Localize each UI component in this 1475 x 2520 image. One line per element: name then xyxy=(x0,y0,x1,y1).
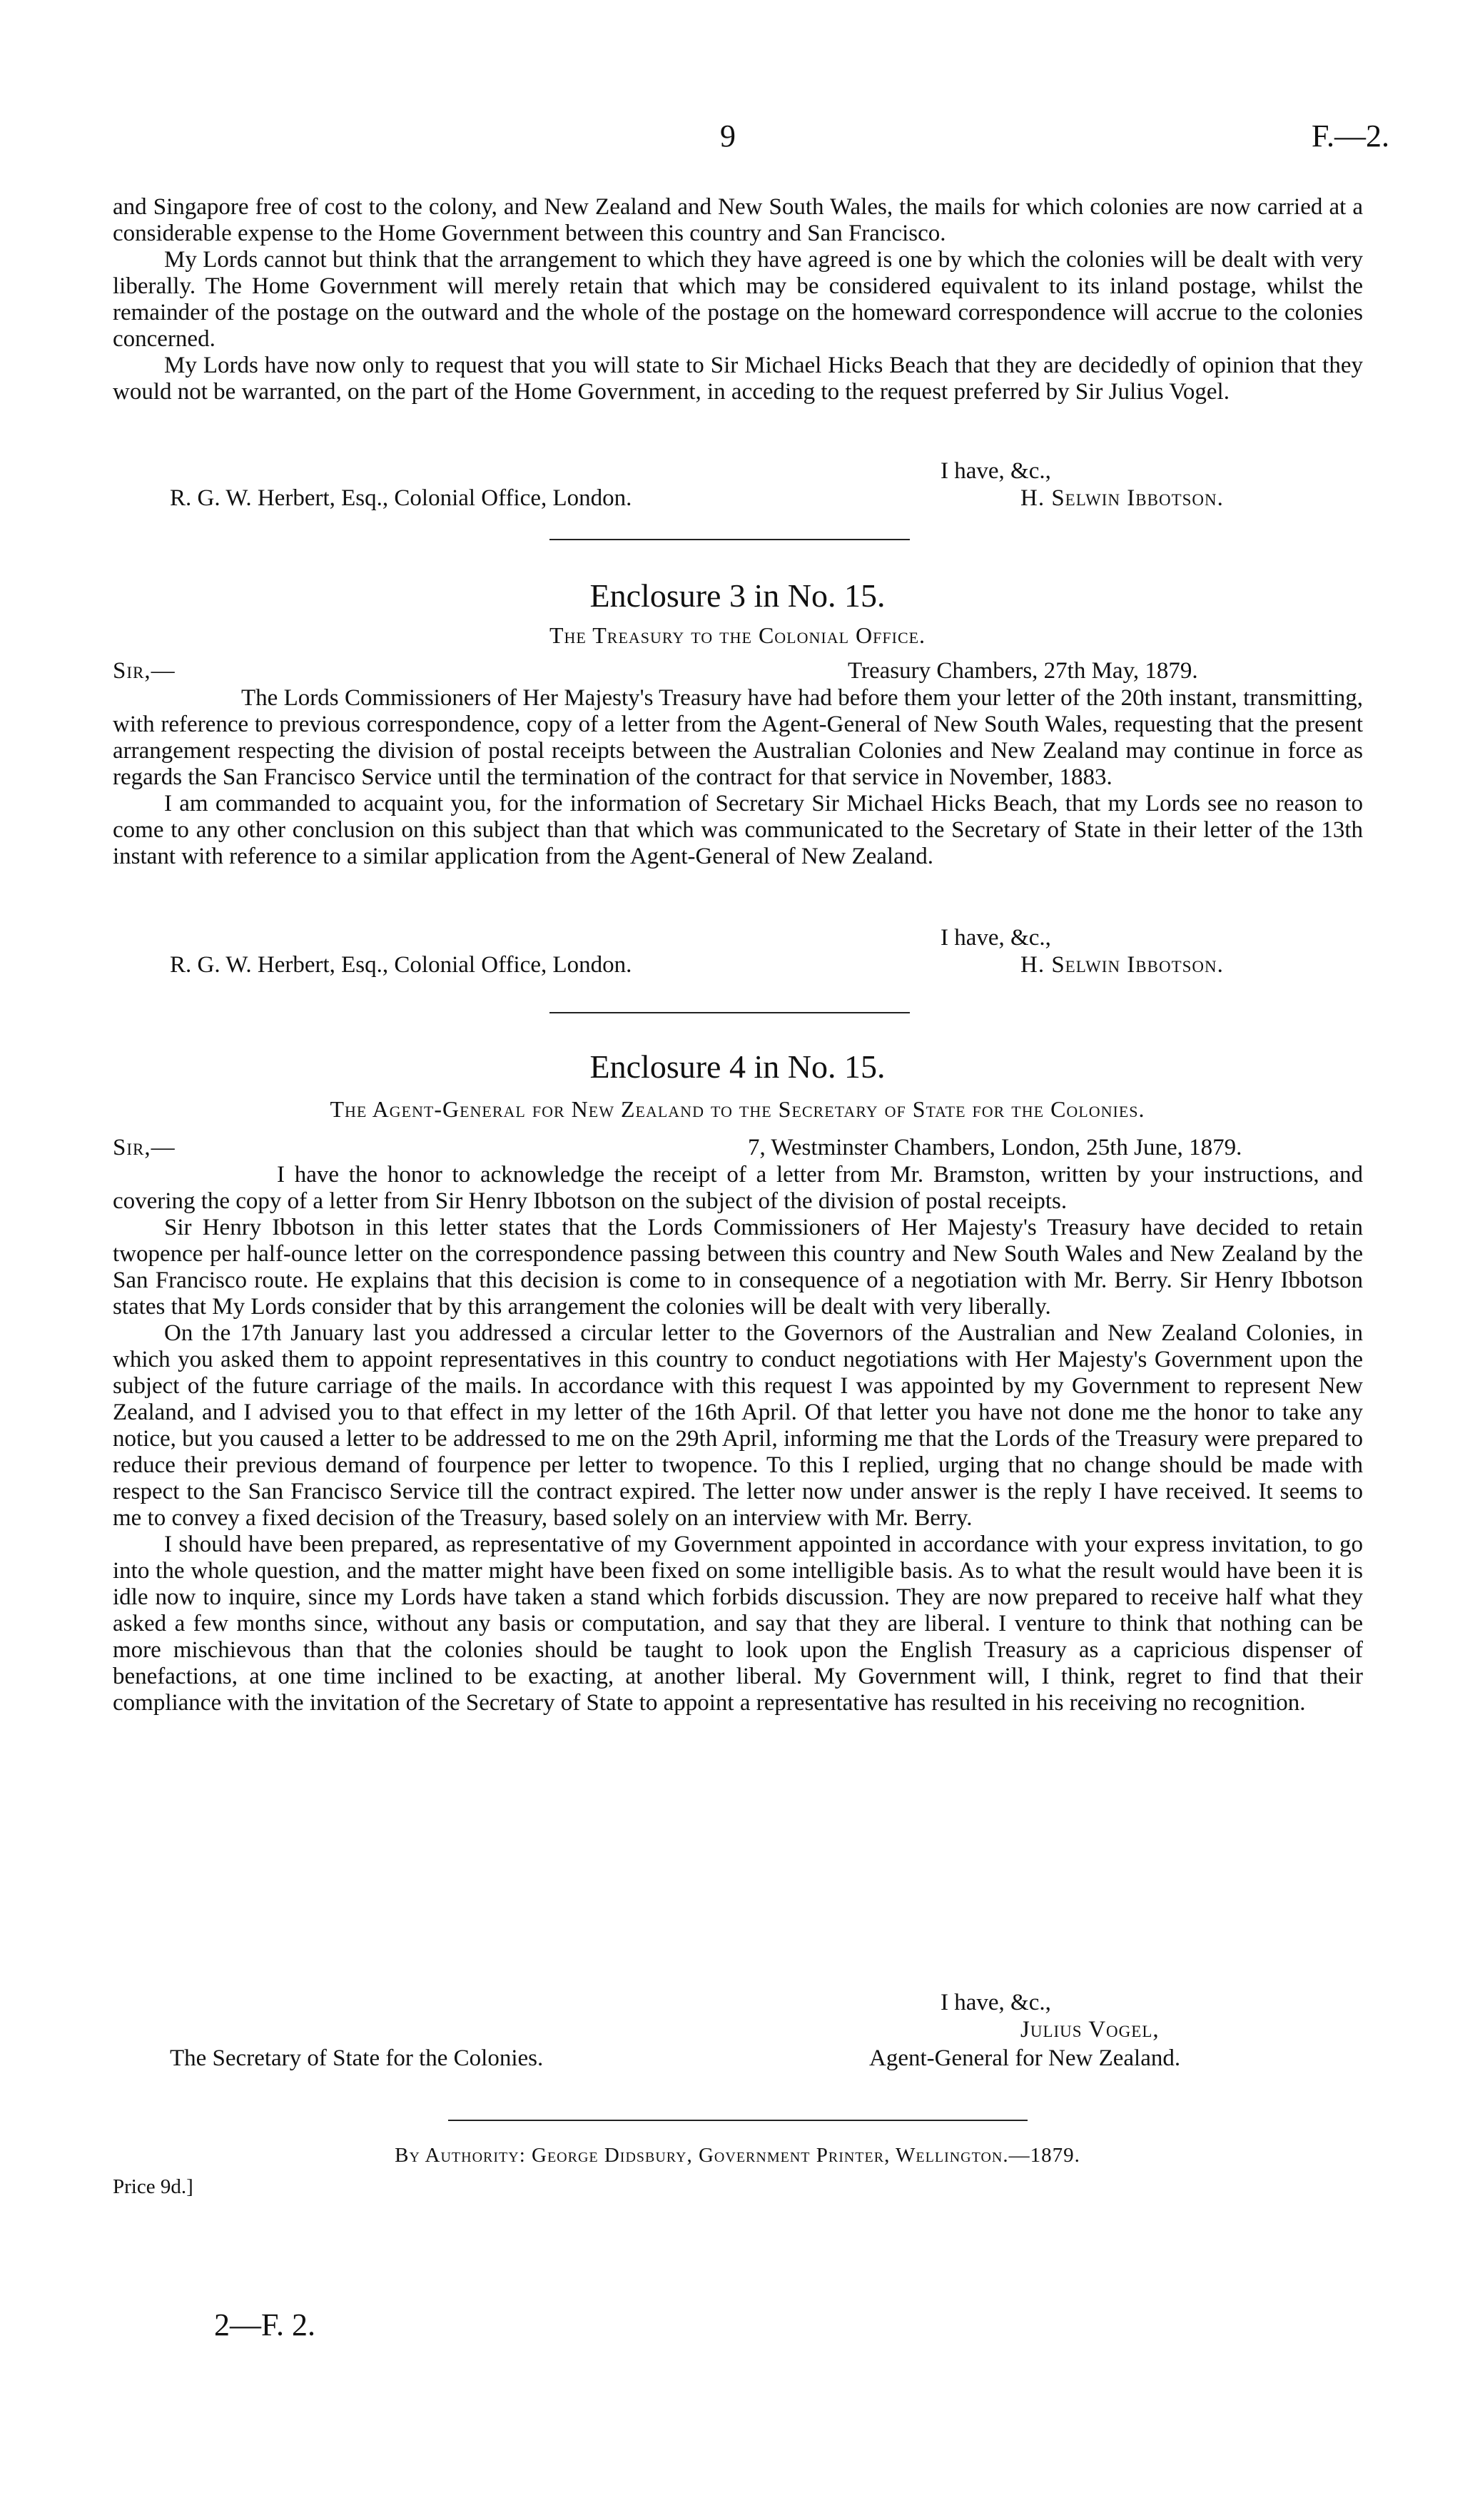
enclosure-4-title: Enclosure 4 in No. 15. xyxy=(589,1048,886,1085)
addressee-line: R. G. W. Herbert, Esq., Colonial Office, London. xyxy=(170,485,632,511)
page-number: 9 xyxy=(720,118,736,153)
signature-title: Agent-General for New Zealand. xyxy=(869,2045,1181,2071)
closing-line: I have, &c., xyxy=(941,1990,1051,2015)
salutation: Sir,— xyxy=(113,1135,176,1160)
addressee-line: The Secretary of State for the Colonies. xyxy=(170,2045,544,2071)
enclosure-3-title: Enclosure 3 in No. 15. xyxy=(589,577,886,614)
paragraph: Sir Henry Ibbotson in this letter states that the Lords Commissioners of Her Majesty's Treasury have decided to retain twopence per half-ounce letter on the correspondence passing between this country and New South Wales and New Zealand by the San Francisco route. He explains that this decision is come to in consequence of a negotiation with Mr. Berry. Sir Henry Ibbotson states that My Lords consider that by this arrangement the colonies will be dealt with very liberally. xyxy=(113,1215,1363,1320)
salutation: Sir,— xyxy=(113,658,176,684)
printer-authority: By Authority: George Didsbury, Government Printer, Wellington.—1879. xyxy=(395,2144,1080,2167)
signature-name: Julius Vogel, xyxy=(1020,2017,1160,2043)
enclosure-4-body xyxy=(113,1162,1363,1716)
dateline: 7, Westminster Chambers, London, 25th June, 1879. xyxy=(748,1135,1242,1160)
paragraph: My Lords cannot but think that the arrangement to which they have agreed is one by which the colonies will be dealt with very liberally. The Home Government will merely retain that which may be considered equivalent to its inland postage, whilst the remainder of the postage on the outward and the whole of the postage on the homeward correspondence will accrue to the colonies concerned. xyxy=(113,247,1363,352)
closing-line: I have, &c., xyxy=(941,925,1051,951)
paragraph: The Lords Commissioners of Her Majesty's Treasury have had before them your letter of the 20th instant, transmitting, with reference to previous correspondence, copy of a letter from the Agent-General of New South Wales, requesting that the present arrangement respecting the division of postal receipts between the Australian Colonies and New Zealand may continue in force as regards the San Francisco Service until the termination of the contract for that service in November, 1883. xyxy=(113,685,1363,790)
addressee-line: R. G. W. Herbert, Esq., Colonial Office, London. xyxy=(170,952,632,978)
closing-line: I have, &c., xyxy=(941,458,1051,484)
footer-divider xyxy=(448,2120,1028,2121)
dateline: Treasury Chambers, 27th May, 1879. xyxy=(848,658,1198,684)
paragraph: On the 17th January last you addressed a circular letter to the Governors of the Australian and New Zealand Colonies, in which you asked them to appoint representatives in this country to conduct negotiations with Her Majesty's Government upon the subject of the future carriage of the mails. In accordance with this request I was appointed by my Government to represent New Zealand, and I advised you to that effect in my letter of the 16th April. Of that letter you have not done me the honor to take any notice, but you caused a letter to be addressed to me on the 29th April, informing me that the Lords of the Treasury were prepared to reduce their previous demand of fourpence per letter to twopence. To this I replied, urging that no change should be made with respect to the San Francisco Service till the contract expired. The letter now under answer is the reply I have received. It seems to me to convey a fixed decision of the Treasury, based solely on an interview with Mr. Berry. xyxy=(113,1320,1363,1531)
letter-top-body xyxy=(113,194,1363,405)
enclosure-3-body xyxy=(113,685,1363,870)
signature-reference: 2—F. 2. xyxy=(214,2307,315,2342)
paragraph: I should have been prepared, as representative of my Government appointed in accordance with your express invitation, to go into the whole question, and the matter might have been fixed on some intelligible basis. As to what the result would have been it is idle now to inquire, since my Lords have taken a stand which forbids discussion. They are now prepared to receive half what they asked a few months since, without any basis or computation, and say that they are liberal. I venture to think that nothing can be more mischievous than that the colonies should be taught to look upon the English Treasury as a capricious dispenser of benefactions, at one time inclined to be exacting, at another liberal. My Government will, I think, regret to find that their compliance with the invitation of the Secretary of State to appoint a representative has resulted in his receiving no recognition. xyxy=(113,1532,1363,1716)
signature: H. Selwin Ibbotson. xyxy=(1020,485,1224,511)
paragraph: and Singapore free of cost to the colony, and New Zealand and New South Wales, the mails for which colonies are now carried at a considerable expense to the Home Government between this country and San Francisco. xyxy=(113,194,1363,246)
paragraph: I have the honor to acknowledge the receipt of a letter from Mr. Bramston, written by your instructions, and covering the copy of a letter from Sir Henry Ibbotson on the subject of the division of postal receipts. xyxy=(113,1162,1363,1214)
document-reference: F.—2. xyxy=(1312,118,1389,153)
section-divider xyxy=(549,539,910,540)
signature: H. Selwin Ibbotson. xyxy=(1020,952,1224,978)
section-divider xyxy=(549,1012,910,1013)
enclosure-3-subtitle: The Treasury to the Colonial Office. xyxy=(549,622,926,648)
paragraph: My Lords have now only to request that you will state to Sir Michael Hicks Beach that they are decidedly of opinion that they would not be warranted, on the part of the Home Government, in acceding to the request preferred by Sir Julius Vogel. xyxy=(113,353,1363,405)
price-note: Price 9d.] xyxy=(113,2175,193,2198)
paragraph: I am commanded to acquaint you, for the information of Secretary Sir Michael Hicks Beach, that my Lords see no reason to come to any other conclusion on this subject than that which was communicated to the Secretary of State in their letter of the 13th instant with reference to a similar application from the Agent-General of New Zealand. xyxy=(113,791,1363,869)
enclosure-4-subtitle: The Agent-General for New Zealand to the Secretary of State for the Colonies. xyxy=(330,1096,1145,1122)
